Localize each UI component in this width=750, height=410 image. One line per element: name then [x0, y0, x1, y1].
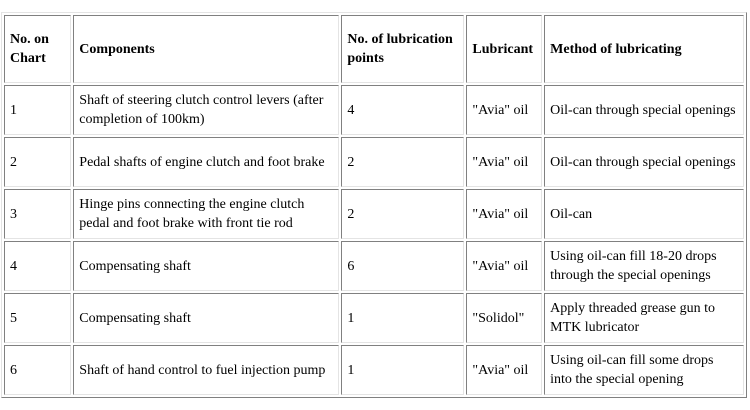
header-lubricant: Lubricant: [466, 15, 542, 83]
chart-number-cell: 6: [4, 345, 71, 395]
lubricant-cell: "Avia" oil: [466, 85, 542, 135]
lubricant-cell: "Avia" oil: [466, 137, 542, 187]
lubricant-cell: "Solidol": [466, 293, 542, 343]
method-cell: Apply threaded grease gun to MTK lubricator: [544, 293, 744, 343]
component-cell: Shaft of hand control to fuel injection pump: [73, 345, 339, 395]
component-cell: Shaft of steering clutch control levers (after completion of 100km): [73, 85, 339, 135]
chart-number-cell: 3: [4, 189, 71, 239]
header-chart-number: No. on Chart: [4, 15, 71, 83]
points-cell: 2: [341, 189, 464, 239]
lubricant-cell: "Avia" oil: [466, 345, 542, 395]
points-cell: 2: [341, 137, 464, 187]
table-row: [4, 85, 744, 135]
method-cell: Oil-can: [544, 189, 744, 239]
method-cell: Using oil-can fill 18-20 drops through the special openings: [544, 241, 744, 291]
header-method: Method of lubricating: [544, 15, 744, 83]
chart-number-cell: 2: [4, 137, 71, 187]
points-cell: 1: [341, 345, 464, 395]
table-row: [4, 293, 744, 343]
points-cell: 6: [341, 241, 464, 291]
table-row: [4, 345, 744, 395]
table-row: [4, 189, 744, 239]
header-row: [4, 15, 744, 83]
table-row: [4, 241, 744, 291]
points-cell: 1: [341, 293, 464, 343]
lubricant-cell: "Avia" oil: [466, 189, 542, 239]
method-cell: Oil-can through special openings: [544, 85, 744, 135]
chart-number-cell: 5: [4, 293, 71, 343]
component-cell: Pedal shafts of engine clutch and foot brake: [73, 137, 339, 187]
points-cell: 4: [341, 85, 464, 135]
component-cell: Compensating shaft: [73, 241, 339, 291]
chart-number-cell: 4: [4, 241, 71, 291]
header-lubrication-points: No. of lubrication points: [341, 15, 464, 83]
table-row: [4, 137, 744, 187]
component-cell: Compensating shaft: [73, 293, 339, 343]
lubricant-cell: "Avia" oil: [466, 241, 542, 291]
method-cell: Oil-can through special openings: [544, 137, 744, 187]
component-cell: Hinge pins connecting the engine clutch pedal and foot brake with front tie rod: [73, 189, 339, 239]
lubrication-table: [1, 12, 747, 398]
method-cell: Using oil-can fill some drops into the special opening: [544, 345, 744, 395]
chart-number-cell: 1: [4, 85, 71, 135]
header-components: Components: [73, 15, 339, 83]
